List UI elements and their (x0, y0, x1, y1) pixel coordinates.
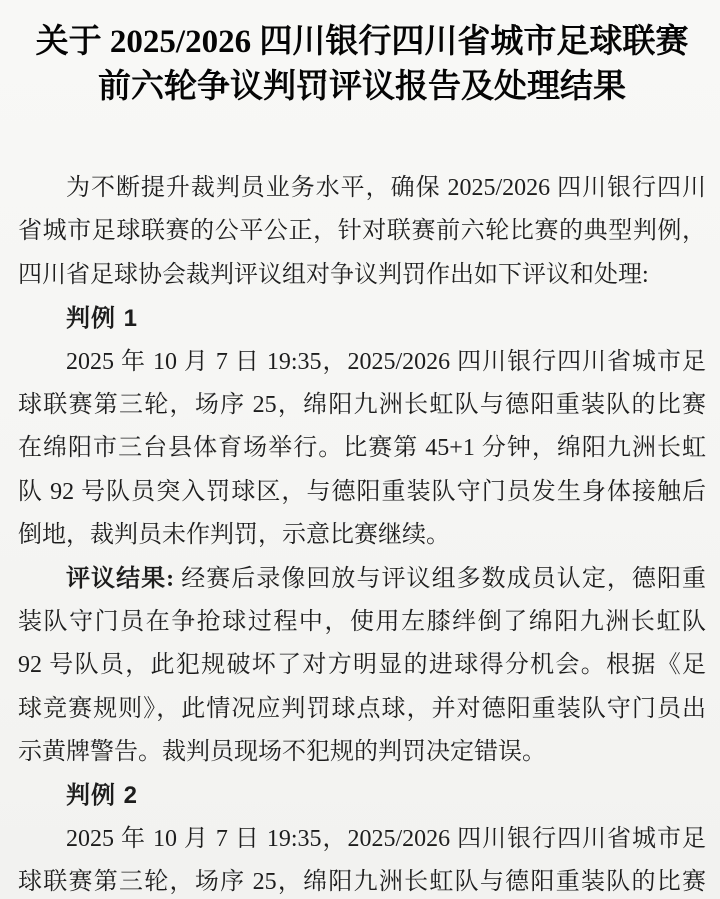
case2-line-2: 球联赛第三轮，场序 25，绵阳九洲长虹队与德阳重装队的比赛 (18, 869, 706, 896)
case1-result-line-1-label: 评议结果: (66, 565, 175, 592)
title-line-2: 前六轮争议判罚评议报告及处理结果 (98, 69, 626, 105)
case1-result-line-2: 装队守门员在争抢球过程中，使用左膝绊倒了绵阳九洲长虹队 (18, 608, 706, 635)
case2-line-1: 2025 年 10 月 7 日 19:35，2025/2026 四川银行四川省城市足 (66, 825, 706, 852)
intro-line-3: 四川省足球协会裁判评议组对争议判罚作出如下评议和处理: (18, 261, 649, 288)
case2-heading: 判例 2 (66, 782, 139, 810)
case1-line-2: 球联赛第三轮，场序 25，绵阳九洲长虹队与德阳重装队的比赛 (18, 391, 706, 418)
case1-line-1: 2025 年 10 月 7 日 19:35，2025/2026 四川银行四川省城市足 (66, 348, 706, 375)
case1-result-line-3: 92 号队员，此犯规破坏了对方明显的进球得分机会。根据《足 (18, 652, 706, 679)
case1-result-line-4: 球竞赛规则》，此情况应判罚球点球，并对德阳重装队守门员出 (18, 695, 706, 722)
case1-line-4: 队 92 号队员突入罚球区，与德阳重装队守门员发生身体接触后 (18, 478, 706, 505)
case1-result-line-5: 示黄牌警告。裁判员现场不犯规的判罚决定错误。 (18, 739, 546, 766)
title-line-1: 关于 2025/2026 四川银行四川省城市足球联赛 (35, 24, 689, 60)
case1-line-5: 倒地，裁判员未作判罚，示意比赛继续。 (18, 522, 450, 549)
intro-line-2: 省城市足球联赛的公平公正，针对联赛前六轮比赛的典型判例， (18, 218, 706, 245)
document-body (18, 167, 706, 899)
case1-result-line-1: 评议结果: 经赛后录像回放与评议组多数成员认定，德阳重 (66, 565, 706, 592)
case1-line-3: 在绵阳市三台县体育场举行。比赛第 45+1 分钟，绵阳九洲长虹 (18, 435, 706, 462)
case1-heading: 判例 1 (66, 305, 139, 333)
document-title (18, 20, 706, 110)
intro-line-1: 为不断提升裁判员业务水平，确保 2025/2026 四川银行四川 (66, 175, 706, 201)
